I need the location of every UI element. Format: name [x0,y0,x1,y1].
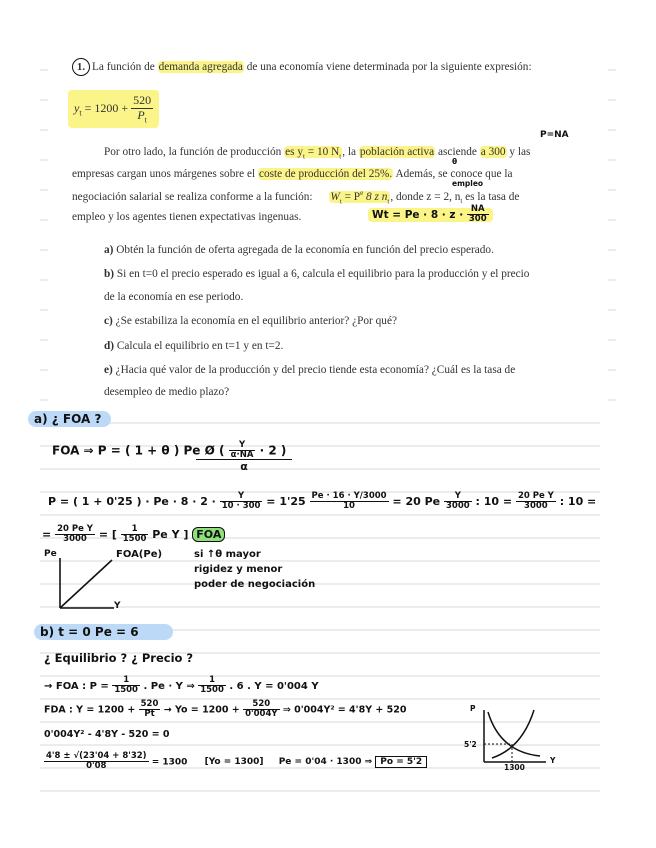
p3-formula-w: W [330,190,340,203]
l2-a: P = ( 1 + 0'25 ) · Pe · 8 · 2 · [48,494,216,508]
p2-hl-cost: coste de producción del 25%. [258,168,393,180]
intro-suffix: de una economía viene determinada por la siguiente expresión: [246,61,532,73]
question-e [104,364,515,377]
b-l2-b: → Yo = 1200 + [163,704,240,716]
foa-graph-curve [60,560,112,608]
l3-f1-num: 20 Pe Y [57,524,93,534]
annotation-pnna: P=NA [540,130,569,140]
b-l4-den: 0'08 [86,761,107,772]
section-b-title-text: b) t = 0 Pe = 6 [34,624,173,640]
demand-num: 520 [133,93,152,107]
eq-graph-y-label: Y [550,756,556,765]
annotation-theta: θ [452,157,458,166]
p3-formula-sub2: t [387,197,390,206]
graph-note-1: si ↑θ mayor [194,549,261,560]
l3-f2-den: 1500 [122,534,147,545]
demand-fraction [131,94,153,124]
section-a-title [28,413,111,426]
annotation-empleo: empleo [452,179,484,188]
question-b-text: Si en t=0 el precio esperado es igual a 6, calcula el equilibrio para la producción y el precio [116,268,530,280]
demand-lhs-sub: t [79,108,82,118]
exercise-number: 1. [72,58,90,76]
p1-hl1-sub2: t [339,152,342,161]
p2-text-b: Además, se conoce que la [395,168,513,180]
question-b-cont [104,291,243,304]
l2-f3-den: 3000 [445,501,470,512]
question-e-cont-text: desempleo de medio plazo? [104,386,230,398]
annotation-wage-text: Wt = Pe · 8 · z · [372,208,464,221]
foa-graph-curve-label: FOA(Pe) [116,549,163,560]
foa-inner-den: α·NA [230,450,254,461]
p1-hl-300: a 300 [480,146,506,158]
annotation-wage-den: 300 [468,214,487,225]
l3-f2 [121,525,149,545]
p1-text-c: asciende [438,146,477,158]
section-b-title [34,626,173,639]
b-line-3: 0'004Y² - 4'8Y - 520 = 0 [44,729,170,740]
p3-text-a: negociación salarial se realiza conforme a la función: [72,190,313,203]
question-d-label: d) [104,340,115,352]
b-l1-c: . 6 . Y = 0'004 Y [229,680,319,692]
b-l4-frac [44,752,149,772]
question-d-text: Calcula el equilibrio en t=1 y en t=2. [116,340,284,352]
p1-text-a: Por otro lado, la función de producción [104,146,282,158]
graph-note-2: rigidez y menor [194,564,283,575]
paragraph-line-4: empleo y los agentes tienen expectativas ingenuas. [72,211,302,223]
question-c-label: c) [104,315,113,327]
b-l1-f2-den: 1500 [200,685,224,696]
annotation-wage-highlight [368,204,493,225]
p3-formula-sup: e [360,189,364,197]
p3-formula-b: = P [344,190,361,203]
b-l1-f1-den: 1500 [114,685,138,696]
p3-formula-c: 8 z n [366,190,388,203]
foa-den: α [196,459,292,473]
section-a-title-text: a) ¿ FOA ? [28,411,111,427]
l2-b: = 1'25 [266,494,306,508]
paragraph-line-2 [72,168,512,181]
l2-c: = 20 Pe [392,494,441,508]
demand-den-sub: t [144,115,147,125]
p3-hl-formula [329,189,390,206]
b-l2-f1 [139,700,161,720]
l2-f4-num: 20 Pe Y [517,491,554,501]
eq-graph-price-value: 5'2 [464,740,477,749]
question-e-label: e) [104,364,113,376]
graph-note-3: poder de negociación [194,579,316,590]
question-a-text: Obtén la función de oferta agregada de la economía en función del precio esperado. [116,244,494,256]
p3-formula-sub: t [339,197,342,206]
l2-f2-den: 10 [343,501,355,512]
b-l4-b: [Yo = 1300] [204,757,264,768]
l2-f3 [444,492,472,512]
demand-highlight [68,90,159,128]
b-l4-a: = 1300 [151,757,188,768]
intro-highlight: demanda agregada [158,61,243,73]
paragraph-line-1 [104,146,530,160]
annotation-wage-frac [467,205,489,225]
paragraph-line-3 [72,189,519,205]
foa-graph-p-label: Pe [44,549,57,559]
p3-text-d-sub: t [460,197,463,206]
b-l2-f2 [243,700,279,720]
l3-f2-num: 1 [121,525,149,535]
demand-equation [68,90,159,128]
l2-f2 [310,492,389,512]
l3-f1-den: 3000 [63,534,87,545]
b-l1-a: → FOA : P = [44,680,109,692]
foa-result-tag: FOA [192,527,225,542]
p3-text-d: , donde z = 2, n [390,190,461,203]
p1-hl1-b: = 10 N [307,146,340,158]
l2-f1 [220,492,263,512]
l3-f1 [55,525,95,545]
l3-c: Pe Y ] [152,527,189,541]
demand-den: P [137,107,145,122]
eq-graph-p-label: P [470,704,476,713]
foa-graph [54,556,134,614]
b-l2-f2-den: 0'004Y [245,709,278,720]
derivation-line-3 [42,525,225,545]
l2-f4 [516,492,556,512]
p1-hl1: es y [285,146,303,158]
l2-f1-num: Y [220,492,263,502]
foa-denominator [196,459,292,473]
b-l1-b: . Pe · Y ⇒ [143,680,195,692]
b-l1-f1 [112,676,140,696]
annotation-wage-num: NA [467,205,489,215]
intro-line [72,58,532,76]
price-result-box: Po = 5'2 [375,756,427,768]
l2-f4-den: 3000 [524,501,548,512]
p1-hl1-sub: t [302,152,305,161]
foa-inner-tail: · 2 ) [259,443,287,458]
b-line-1 [44,676,319,696]
equilibrium-graph [478,708,550,768]
b-line-4 [44,752,427,772]
foa-inner-num: Y [229,441,256,451]
question-e-text: ¿Hacia qué valor de la producción y del precio tiende esta economía? ¿Cuál es la tasa de [115,364,516,376]
question-d [104,340,283,353]
b-l1-f2-num: 1 [198,676,226,686]
question-a [104,244,494,257]
p1-text-b: , la [342,146,357,158]
intro-prefix: La función de [92,61,155,73]
b-line-2 [44,700,406,720]
l2-e: : 10 = [559,494,597,508]
b-l1-f2 [198,676,226,696]
derivation-line-2 [48,492,596,512]
eq-graph-demand-curve [488,712,540,756]
demand-lhs: y [74,100,80,115]
b-l2-f1-den: Pt [144,709,155,720]
foa-lhs: FOA ⇒ P = ( 1 + θ ) Pe Ø ( [52,443,225,458]
b-l4-num: 4'8 ± √(23'04 + 8'32) [46,751,147,761]
b-l2-c: ⇒ 0'004Y² = 4'8Y + 520 [282,704,407,716]
l2-f2-num: Pe · 16 · Y/3000 [311,491,387,501]
b-l4-c: Pe = 0'04 · 1300 ⇒ [278,757,373,768]
p3-text-e: es la tasa de [465,190,520,203]
foa-definition [52,441,286,461]
p1-text-d: y las [509,146,531,158]
question-b [104,268,529,281]
question-a-label: a) [104,244,114,256]
p1-hl-population: población activa [359,146,435,158]
p2-text-a: empresas cargan unos márgenes sobre el [72,168,256,180]
eq-graph-quantity-value: 1300 [504,763,525,772]
question-c-text: ¿Se estabiliza la economía en el equilibrio anterior? ¿Por qué? [115,315,397,327]
question-c [104,315,397,328]
p1-hl-production [284,146,342,161]
b-l2-a: FDA : Y = 1200 + [44,704,136,716]
question-b-cont-text: de la economía en ese periodo. [104,291,244,303]
b-l2-f1-num: 520 [140,699,159,709]
question-e-cont [104,386,229,399]
annotation-wage-formula [368,205,493,225]
b-l2-f2-num: 520 [243,700,279,710]
foa-graph-y-label: Y [114,601,121,611]
question-b-label: b) [104,268,115,280]
b-l1-f1-num: 1 [112,676,140,686]
l2-f3-num: Y [444,492,472,502]
l2-d: : 10 = [475,494,513,508]
l2-f1-den: 10 · 300 [221,501,261,512]
demand-eq: = 1200 + [84,100,129,115]
l3-b: = [ [98,527,117,541]
l3-a: = [42,527,52,541]
foa-inner-frac [229,441,256,461]
section-b-question: ¿ Equilibrio ? ¿ Precio ? [44,651,194,665]
